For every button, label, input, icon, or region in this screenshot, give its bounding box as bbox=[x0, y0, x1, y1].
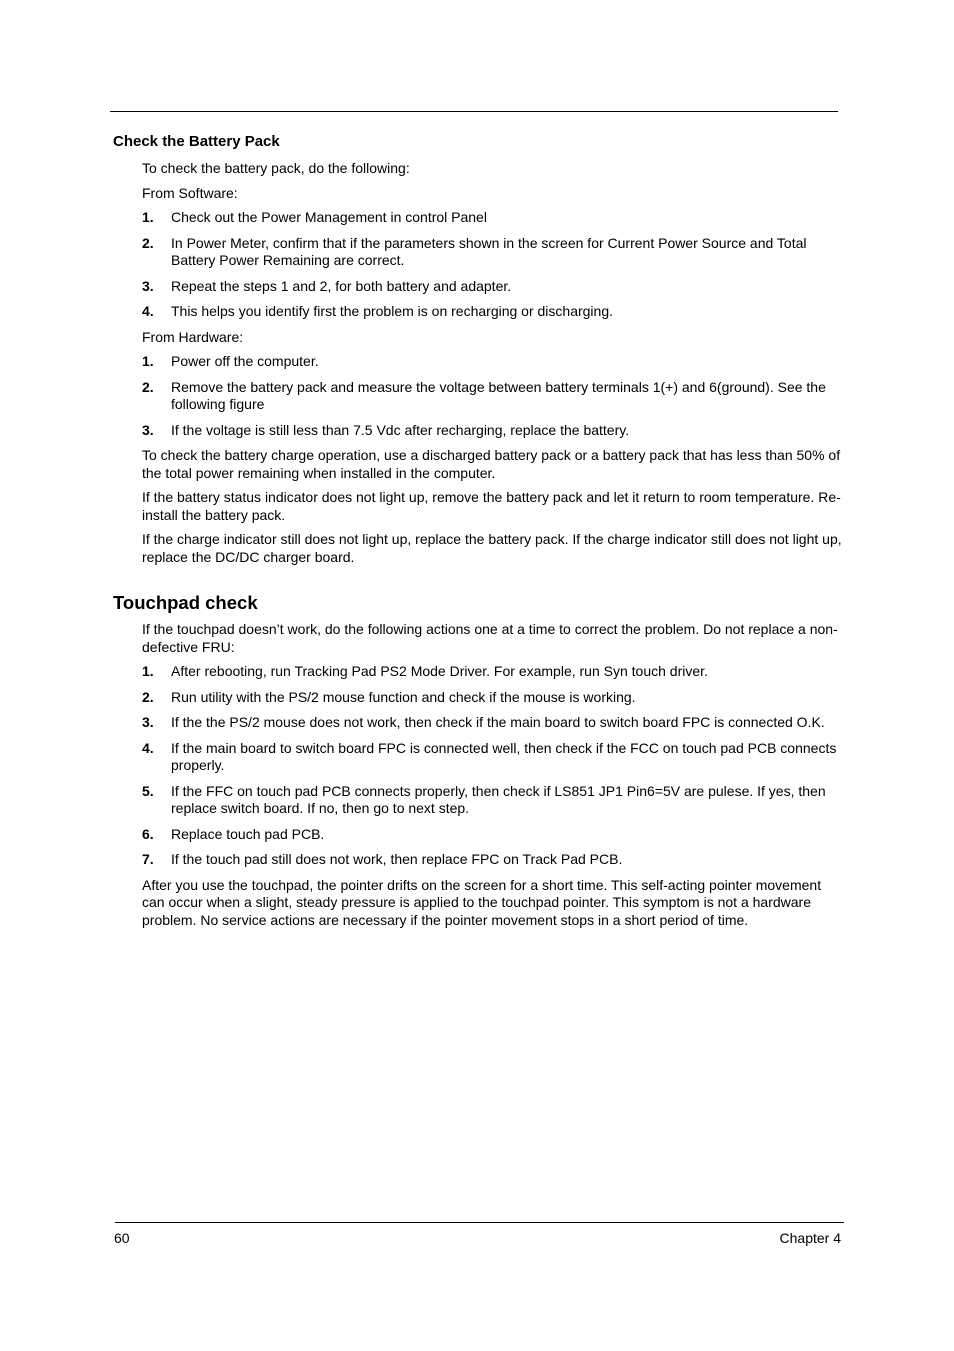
battery-paragraph: If the charge indicator still does not light up, replace the battery pack. If the charge indicator still does not light up, replace the DC/DC charger board. bbox=[142, 531, 842, 565]
list-item bbox=[142, 235, 843, 270]
list-item bbox=[142, 422, 843, 440]
header-rule bbox=[110, 111, 838, 112]
touchpad-closing: After you use the touchpad, the pointer drifts on the screen for a short time. This self-acting pointer movement can occur when a slight, steady pressure is applied to the touchpad pointer. This symptom is not a hardware problem. No service actions are necessary if the pointer movement stops in a short period of time. bbox=[142, 876, 822, 928]
step-text: Replace touch pad PCB. bbox=[171, 825, 325, 842]
step-number: 2. bbox=[142, 378, 154, 395]
list-item bbox=[142, 714, 843, 732]
list-item bbox=[142, 278, 843, 296]
step-text: Check out the Power Management in control Panel bbox=[171, 209, 487, 225]
step-number: 7. bbox=[142, 851, 154, 867]
step-text: In Power Meter, confirm that if the parameters shown in the screen for Current Power Source and Total Battery Power Remaining are correct. bbox=[171, 234, 807, 268]
battery-heading: Check the Battery Pack bbox=[113, 133, 280, 150]
touchpad-intro: If the touchpad doesn’t work, do the following actions one at a time to correct the problem. Do not replace a non-defective FRU: bbox=[142, 621, 838, 655]
step-number: 3. bbox=[142, 714, 154, 730]
footer-rule bbox=[115, 1222, 844, 1223]
touchpad-steps bbox=[142, 663, 843, 869]
list-item bbox=[142, 379, 843, 414]
list-item bbox=[142, 689, 843, 707]
list-item bbox=[142, 353, 843, 371]
list-item bbox=[142, 783, 843, 818]
battery-intro: To check the battery pack, do the following: bbox=[142, 160, 410, 176]
software-steps bbox=[142, 209, 843, 321]
step-number: 1. bbox=[142, 209, 154, 225]
step-number: 5. bbox=[142, 782, 154, 799]
step-number: 1. bbox=[142, 353, 154, 369]
step-text: Remove the battery pack and measure the voltage between battery terminals 1(+) and 6(ground). See the following figure bbox=[171, 378, 826, 412]
step-text: If the FFC on touch pad PCB connects properly, then check if LS851 JP1 Pin6=5V are pulese. If yes, then replace switch board. If no, then go to next step. bbox=[171, 782, 826, 816]
list-item bbox=[142, 303, 843, 321]
step-text: If the the PS/2 mouse does not work, then check if the main board to switch board FPC is connected O.K. bbox=[171, 714, 825, 730]
step-text: After rebooting, run Tracking Pad PS2 Mode Driver. For example, run Syn touch driver. bbox=[171, 663, 708, 679]
hardware-steps bbox=[142, 353, 843, 439]
step-number: 6. bbox=[142, 825, 154, 842]
step-text: Run utility with the PS/2 mouse function and check if the mouse is working. bbox=[171, 688, 636, 705]
step-text: If the main board to switch board FPC is connected well, then check if the FCC on touch pad PCB connects properly. bbox=[171, 739, 837, 773]
list-item bbox=[142, 663, 843, 681]
software-label: From Software: bbox=[142, 184, 238, 201]
step-number: 4. bbox=[142, 739, 154, 756]
step-text: If the voltage is still less than 7.5 Vdc after recharging, replace the battery. bbox=[171, 421, 630, 438]
list-item bbox=[142, 209, 843, 227]
step-number: 1. bbox=[142, 663, 154, 679]
battery-paragraph: To check the battery charge operation, use a discharged battery pack or a battery pack that has less than 50% of the total power remaining when installed in the computer. bbox=[142, 447, 841, 481]
step-text: Repeat the steps 1 and 2, for both battery and adapter. bbox=[171, 277, 512, 294]
list-item bbox=[142, 851, 843, 869]
step-number: 2. bbox=[142, 688, 154, 705]
hardware-label: From Hardware: bbox=[142, 328, 244, 345]
chapter-label: Chapter 4 bbox=[779, 1230, 841, 1246]
list-item bbox=[142, 826, 843, 844]
step-number: 4. bbox=[142, 303, 154, 319]
step-number: 3. bbox=[142, 421, 154, 438]
touchpad-heading: Touchpad check bbox=[113, 592, 258, 613]
page-body bbox=[113, 133, 843, 936]
page-number: 60 bbox=[114, 1230, 130, 1246]
step-text: If the touch pad still does not work, then replace FPC on Track Pad PCB. bbox=[171, 851, 623, 867]
step-text: This helps you identify first the problem is on recharging or discharging. bbox=[171, 303, 613, 319]
list-item bbox=[142, 740, 843, 775]
battery-paragraph: If the battery status indicator does not light up, remove the battery pack and let it return to room temperature. Re-install the battery pack. bbox=[142, 489, 841, 523]
step-text: Power off the computer. bbox=[171, 353, 319, 369]
step-number: 3. bbox=[142, 277, 154, 294]
step-number: 2. bbox=[142, 234, 154, 251]
